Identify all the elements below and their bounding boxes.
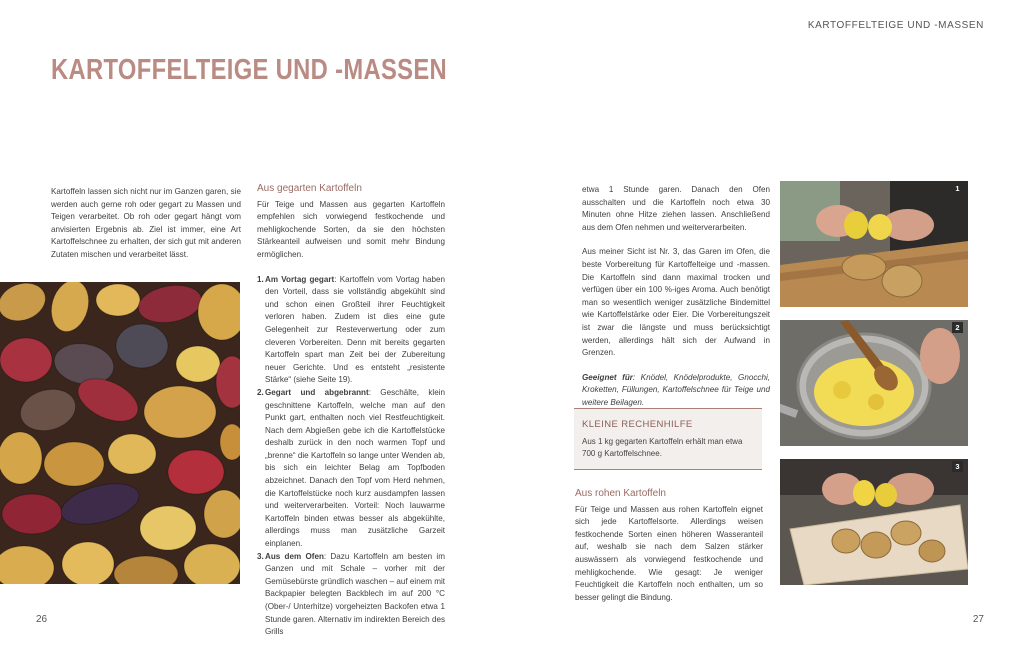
tip-box-title: KLEINE RECHENHILFE [582,419,693,430]
calculation-tip-box [574,408,762,470]
list-item-title: Aus dem Ofen [265,551,324,561]
suitable-text: : Knödel, Knödelprodukte, Gnocchi, Kroketten, Füllungen, Kartoffelschnee für Teige und weitere Beilagen. [582,372,770,407]
method-list [257,274,445,639]
list-number: 2. [257,387,264,397]
section-heading-raw: Aus rohen Kartoffeln [575,488,666,499]
opinion-paragraph: Aus meiner Sicht ist Nr. 3, das Garen im Ofen, die beste Vorbereitung für Kartoffelteige und -massen. Die Kartoffeln sind dann maximal trocken und verfügen über ein 100 %-iges Aroma. Auch benötigt man so wesentlich weniger zusätzliche Bindemittel wie Kartoffelstärke oder Eier. Die Vorbereitungszeit ist zwar die längste und muss berücksichtigt werden, allerdings hält sich der Aufwand in Grenzen. [582,247,770,358]
continuation-paragraph: etwa 1 Stunde garen. Danach den Ofen ausschalten und die Kartoffeln noch etwa 30 Minuten ohne Hitze ziehen lassen. Anschließend aus dem Ofen nehmen und weiterverarbeiten. [582,185,770,232]
intro-paragraph: Kartoffeln lassen sich nicht nur im Ganzen garen, sie werden auch gerne roh oder gegart zu Massen und Teigen verarbeitet. Ob roh oder gegart hängt vom anvisierten Ergebnis ab. Ziel ist immer, eine Art Kartoffelschnee zu erhalten, der sich gut mit anderen Zutaten mischen und verarbeitet lässt. [51,187,241,259]
suitable-for-paragraph [582,372,770,410]
list-text [265,387,445,551]
list-number: 1. [257,274,264,284]
running-header: KARTOFFELTEIGE UND -MASSEN [807,20,984,31]
breaking-potato-illustration [780,181,968,307]
page-number-right: 27 [972,614,984,625]
column-raw-potatoes [575,488,763,604]
raw-paragraph: Für Teige und Massen aus rohen Kartoffeln eignet sich jede Kartoffelsorte. Allerdings weisen festkochende Sorten einen höheren Wasseranteil auf, weshalb sie nach dem Salzen stärker auswässern als vorwiegend festkochende und mehligkochende. Wie gesagt: Je weniger Feuchtigkeit die Kartoffeln noch enthalten, um so besser gelingt die Bindung. [575,504,763,602]
list-item [257,274,445,387]
section-heading-cooked: Aus gegarten Kartoffeln [257,183,362,194]
list-item-title: Gegart und abgebrannt [265,387,369,397]
suitable-label: Geeignet für [582,372,633,382]
list-item-title: Am Vortag gegart [265,274,335,284]
list-text [265,274,445,387]
step-badge: 3 [952,461,963,472]
baking-tray-illustration [780,459,968,585]
potatoes-photo [0,282,240,584]
list-item-body: : Geschälte, klein geschnittene Kartoffeln, welche man auf den Punkt gart, enthalten noch viel Restfeuchtigkeit. Nach dem Abgießen gebe ich die Kartoffelstücke deshalb zurück in den noch warmen Topf und „brenne“ die Kartoffeln so lange unter Wenden ab, bis sich ein leichter Belag am Topfboden abzeichnet. Danach den Topf vom Herd nehmen, die Kartoffelstücke noch kurz ausdampfen lassen und weiterverarbeiten. Vorteil: Noch lauwarme Kartoffeln binden etwas besser als abgekühlte, allerdings muss man zusätzliche Garzeit einplanen. [265,387,445,549]
potatoes-illustration [0,282,240,584]
step-photo-3 [780,459,968,585]
list-number: 3. [257,551,264,561]
step-photo-1 [780,181,968,307]
chapter-title: KARTOFFELTEIGE UND -MASSEN [51,54,448,86]
page-number-left: 26 [36,614,48,625]
step-badge: 2 [952,322,963,333]
step-photo-2 [780,320,968,446]
list-text [265,551,445,639]
column-right-text [582,184,770,410]
list-item [257,387,445,551]
tip-box-text: Aus 1 kg gegarten Kartoffeln erhält man etwa 700 g Kartoffelschnee. [582,437,743,458]
column-cooked-potatoes [257,183,445,639]
list-item-body: : Kartoffeln vom Vortag haben den Vorteil, dass sie vollständig abgekühlt sind und schon einen Großteil ihrer Feuchtigkeit verloren haben. Zudem ist dies eine gute Gelegenheit zur Resteverwertung oder zum cleveren Vorbereiten. Denn mit bereits gegarten Kartoffeln spart man Zeit bei der Zubereitung neuer Gerichte. Und es entsteht „resistente Stärke“ (siehe Seite 19). [265,274,446,385]
list-item [257,551,445,639]
pot-mashing-illustration [780,320,968,446]
step-badge: 1 [952,183,963,194]
cooked-intro-paragraph: Für Teige und Massen aus gegarten Kartoffeln empfehlen sich vorwiegend festkochende und mehligkochende Sorten, da sie den höchsten Stärkeanteil aufweisen und somit mehr Bindung ermöglichen. [257,199,445,259]
list-item-body: : Dazu Kartoffeln am besten im Ganzen und mit Schale – vorher mit der Gemüsebürste gründlich waschen – auf einem mit Backpapier belegten Backblech im auf 200 °C (Ober-/ Unterhitze) vorgeheizten Backofen etwa 1 Stunde garen. Alternativ im indirekten Bereich des Grills [265,551,445,637]
